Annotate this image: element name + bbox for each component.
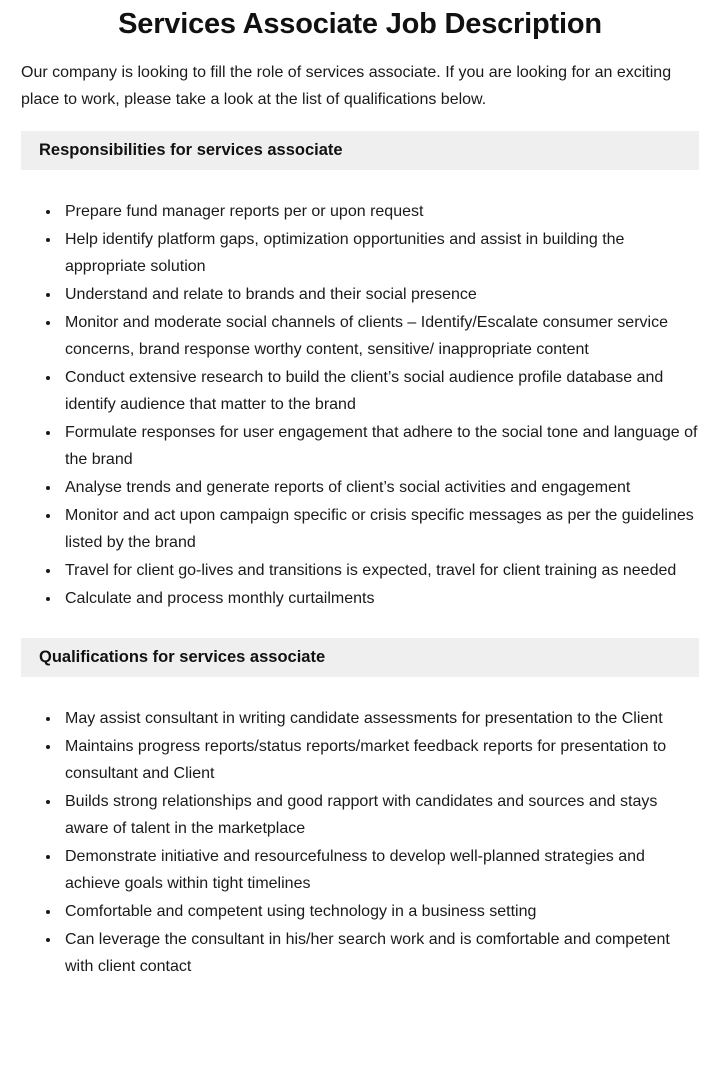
list-item: • Demonstrate initiative and resourcefulness to develop well-planned strategies and achieve goals within tight timelines: [61, 843, 699, 897]
list-item: • Analyse trends and generate reports of client’s social activities and engagement: [61, 474, 699, 501]
responsibilities-section-header: Responsibilities for services associate: [21, 131, 699, 170]
list-item: • Prepare fund manager reports per or upon request: [61, 198, 699, 225]
list-item: • Calculate and process monthly curtailments: [61, 585, 699, 612]
list-item: • Builds strong relationships and good rapport with candidates and sources and stays aware of talent in the marketplace: [61, 788, 699, 842]
list-item: • May assist consultant in writing candidate assessments for presentation to the Client: [61, 705, 699, 732]
responsibilities-section: [21, 131, 699, 612]
list-item: • Travel for client go-lives and transitions is expected, travel for client training as needed: [61, 557, 699, 584]
page-title: Services Associate Job Description: [118, 8, 602, 40]
qualifications-section: [21, 638, 699, 980]
list-item: • Comfortable and competent using technology in a business setting: [61, 898, 699, 925]
list-item: • Monitor and moderate social channels of clients – Identify/Escalate consumer service concerns, brand response worthy content, sensitive/ inappropriate content: [61, 309, 699, 363]
list-item: • Help identify platform gaps, optimization opportunities and assist in building the appropriate solution: [61, 226, 699, 280]
list-item: • Maintains progress reports/status reports/market feedback reports for presentation to consultant and Client: [61, 733, 699, 787]
list-item: • Can leverage the consultant in his/her search work and is comfortable and competent with client contact: [61, 926, 699, 980]
intro-paragraph: Our company is looking to fill the role of services associate. If you are looking for an exciting place to work, please take a look at the list of qualifications below.: [21, 64, 672, 108]
list-item: • Understand and relate to brands and their social presence: [61, 281, 699, 308]
list-item: • Conduct extensive research to build the client’s social audience profile database and identify audience that matter to the brand: [61, 364, 699, 418]
responsibilities-list: [21, 184, 699, 612]
qualifications-section-header: Qualifications for services associate: [21, 638, 699, 677]
list-item: • Formulate responses for user engagement that adhere to the social tone and language of the brand: [61, 419, 699, 473]
qualifications-list: [21, 691, 699, 980]
list-item: • Monitor and act upon campaign specific or crisis specific messages as per the guidelines listed by the brand: [61, 502, 699, 556]
